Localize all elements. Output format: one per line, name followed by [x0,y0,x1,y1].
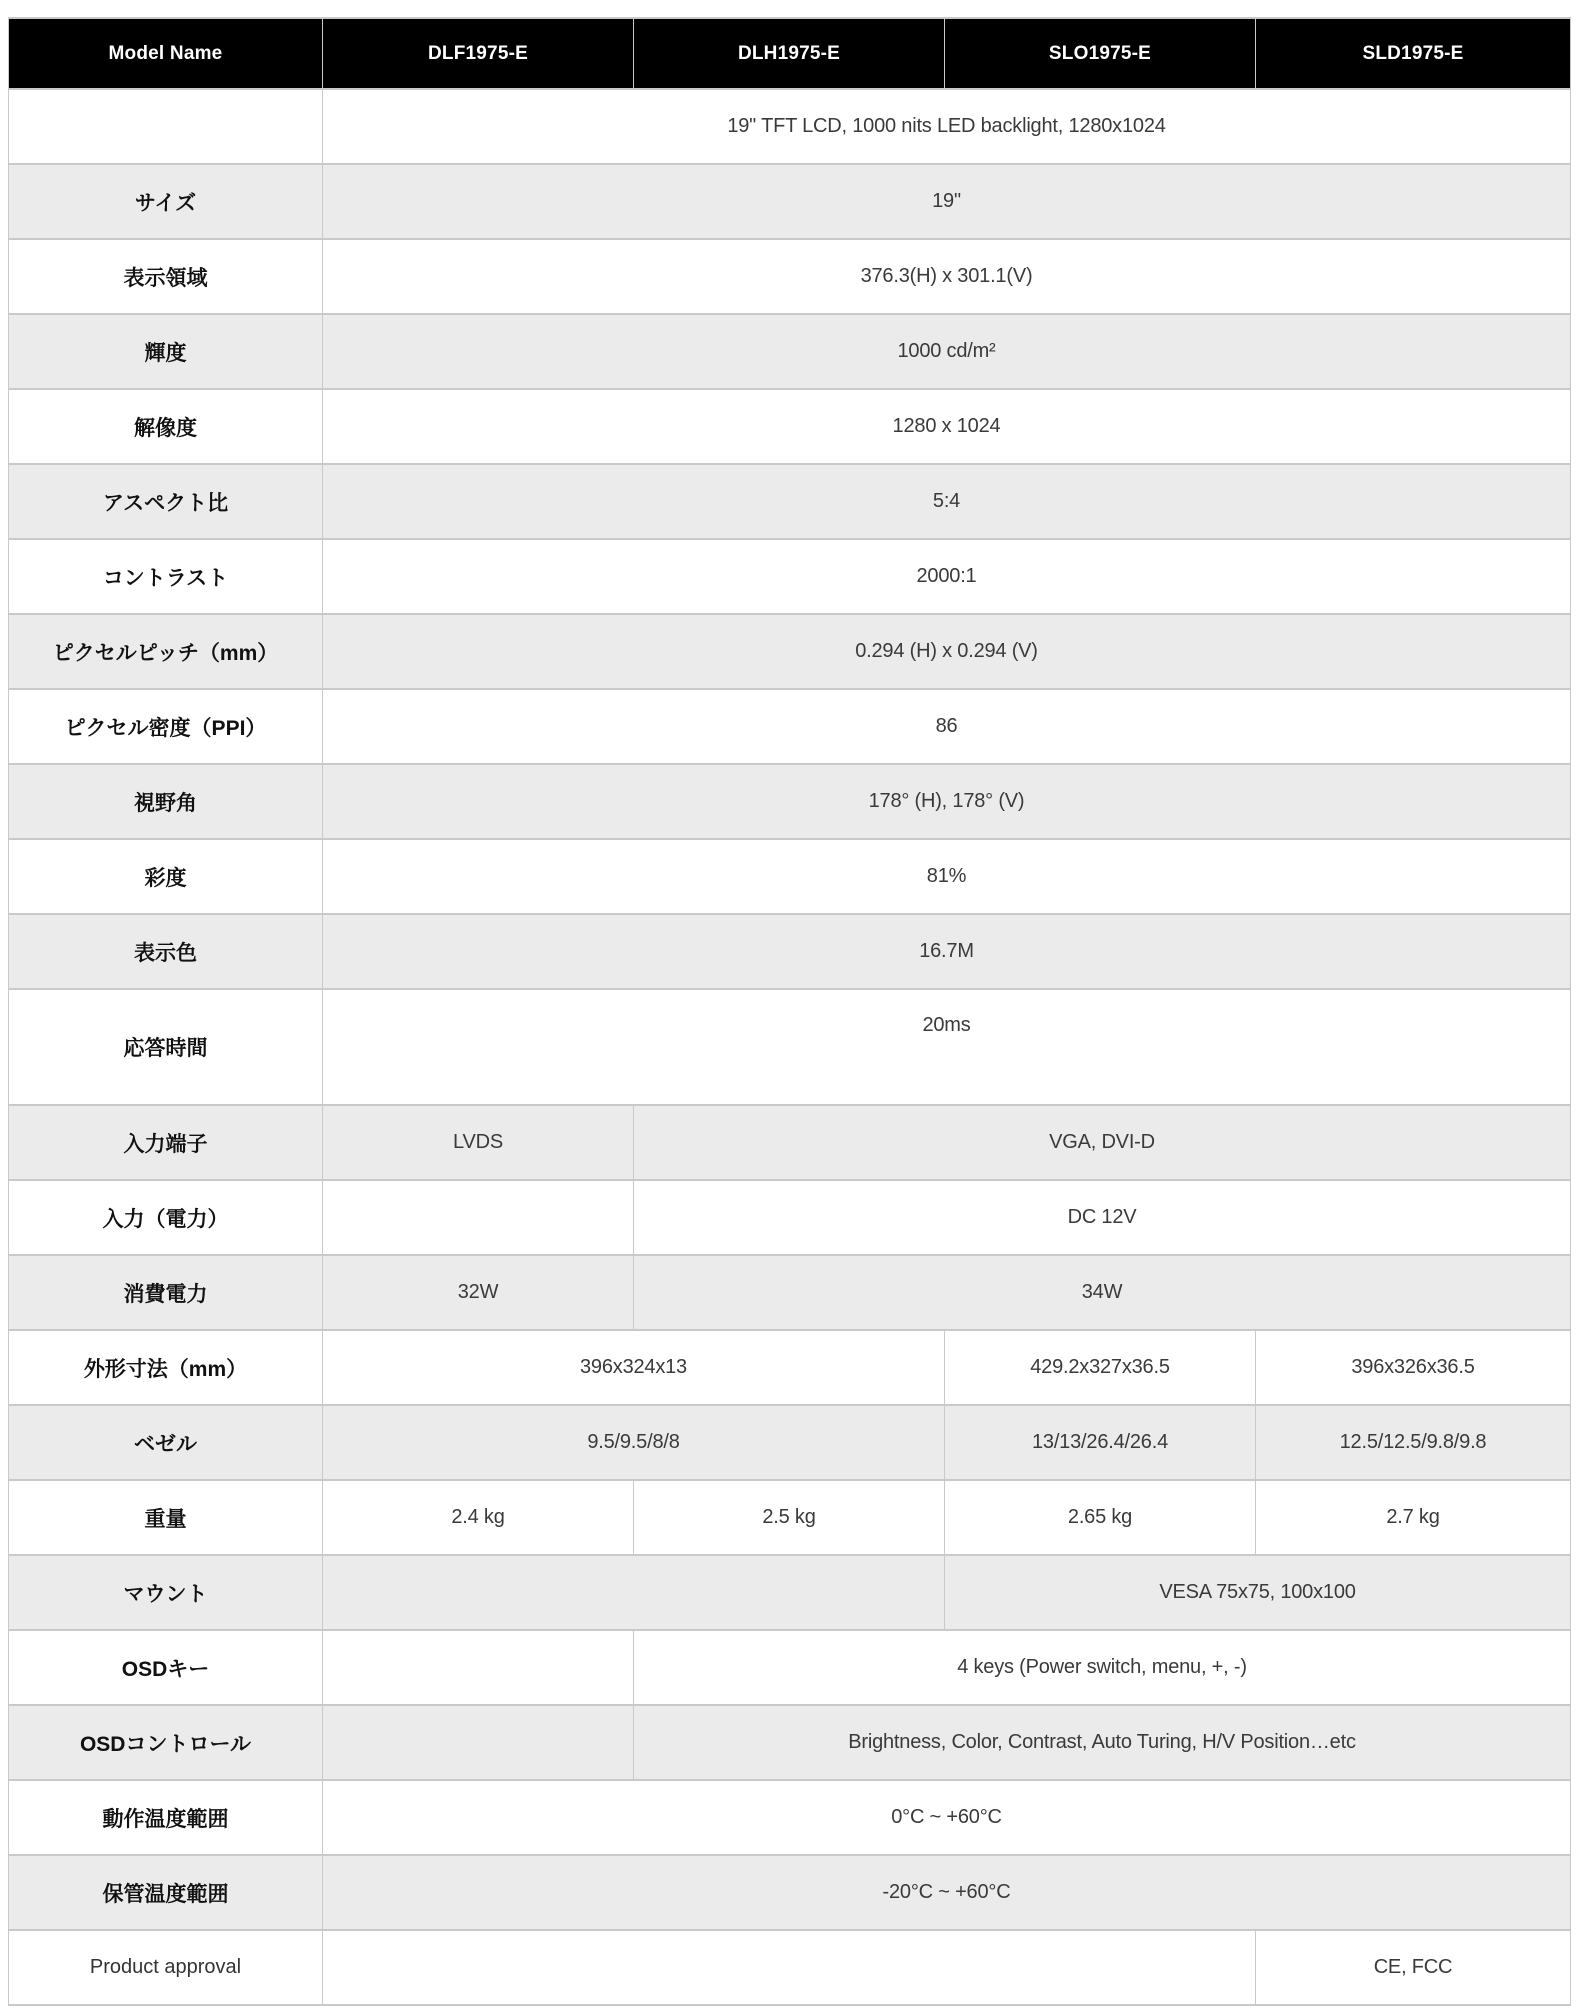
spec-value-cell: CE, FCC [1256,1930,1571,2005]
row-label: 視野角 [9,764,323,839]
header-cell: SLO1975-E [945,18,1256,89]
row-label: 消費電力 [9,1255,323,1330]
header-cell: SLD1975-E [1256,18,1571,89]
spec-value-cell [323,1630,634,1705]
spec-row [9,989,1571,1105]
row-label: 外形寸法（mm） [9,1330,323,1405]
spec-value-cell: 0°C ~ +60°C [323,1780,1571,1855]
spec-row [9,1630,1571,1705]
spec-row [9,914,1571,989]
spec-value-cell: Brightness, Color, Contrast, Auto Turing, H/V Position…etc [634,1705,1571,1780]
spec-value-cell [323,1555,945,1630]
spec-value-cell: 12.5/12.5/9.8/9.8 [1256,1405,1571,1480]
row-label: Product approval [9,1930,323,2005]
spec-row [9,1705,1571,1780]
spec-value-cell: LVDS [323,1105,634,1180]
spec-value-cell: 376.3(H) x 301.1(V) [323,239,1571,314]
spec-value-cell: 5:4 [323,464,1571,539]
spec-row [9,1330,1571,1405]
header-cell: DLF1975-E [323,18,634,89]
spec-table [8,17,1571,2006]
spec-value-cell: 20ms [323,989,1571,1105]
row-label: OSDキー [9,1630,323,1705]
row-label: 重量 [9,1480,323,1555]
row-label: 入力端子 [9,1105,323,1180]
spec-value-cell: 34W [634,1255,1571,1330]
spec-row [9,1405,1571,1480]
row-label: サイズ [9,164,323,239]
spec-value-cell: 1000 cd/m² [323,314,1571,389]
spec-row [9,89,1571,164]
row-label: 動作温度範囲 [9,1780,323,1855]
spec-value-cell: 19" TFT LCD, 1000 nits LED backlight, 1280x1024 [323,89,1571,164]
row-label: アスペクト比 [9,464,323,539]
spec-value-cell: VESA 75x75, 100x100 [945,1555,1571,1630]
spec-row [9,1255,1571,1330]
spec-value-cell: 86 [323,689,1571,764]
spec-value-cell: 429.2x327x36.5 [945,1330,1256,1405]
spec-value-cell [323,1930,1256,2005]
spec-value-cell [323,1705,634,1780]
spec-row [9,1555,1571,1630]
spec-value-cell: 81% [323,839,1571,914]
row-label: コントラスト [9,539,323,614]
spec-value-cell: 9.5/9.5/8/8 [323,1405,945,1480]
row-label: 表示領域 [9,239,323,314]
spec-value-cell: 2.5 kg [634,1480,945,1555]
row-label: ピクセルピッチ（mm） [9,614,323,689]
row-label: 解像度 [9,389,323,464]
spec-value-cell: 19" [323,164,1571,239]
spec-value-cell: 396x326x36.5 [1256,1330,1571,1405]
spec-row [9,539,1571,614]
spec-row [9,689,1571,764]
spec-table-head [9,18,1571,89]
spec-value-cell: -20°C ~ +60°C [323,1855,1571,1930]
spec-value-cell: DC 12V [634,1180,1571,1255]
spec-value-cell: 0.294 (H) x 0.294 (V) [323,614,1571,689]
spec-table-body [9,89,1571,2005]
row-label: 入力（電力） [9,1180,323,1255]
spec-row [9,239,1571,314]
spec-value-cell: 2.7 kg [1256,1480,1571,1555]
spec-row [9,389,1571,464]
row-label: 保管温度範囲 [9,1855,323,1930]
row-label: 表示色 [9,914,323,989]
spec-value-cell: 13/13/26.4/26.4 [945,1405,1256,1480]
spec-row [9,1855,1571,1930]
spec-value-cell: VGA, DVI-D [634,1105,1571,1180]
spec-value-cell: 2.65 kg [945,1480,1256,1555]
spec-value-cell: 178° (H), 178° (V) [323,764,1571,839]
spec-row [9,764,1571,839]
row-label: ベゼル [9,1405,323,1480]
spec-value-cell: 396x324x13 [323,1330,945,1405]
spec-row [9,614,1571,689]
spec-value-cell [323,1180,634,1255]
spec-value-cell: 2000:1 [323,539,1571,614]
header-cell: DLH1975-E [634,18,945,89]
spec-value-cell: 32W [323,1255,634,1330]
spec-row [9,1930,1571,2005]
spec-value-cell: 16.7M [323,914,1571,989]
row-label: ピクセル密度（PPI） [9,689,323,764]
spec-row [9,1180,1571,1255]
row-label: マウント [9,1555,323,1630]
spec-row [9,839,1571,914]
table-header-row [9,18,1571,89]
row-label [9,89,323,164]
spec-value-cell: 1280 x 1024 [323,389,1571,464]
row-label: 彩度 [9,839,323,914]
spec-row [9,1480,1571,1555]
spec-row [9,1105,1571,1180]
spec-value-cell: 2.4 kg [323,1480,634,1555]
spec-row [9,464,1571,539]
row-label: OSDコントロール [9,1705,323,1780]
spec-row [9,314,1571,389]
row-label: 応答時間 [9,989,323,1105]
spec-row [9,1780,1571,1855]
spec-value-cell: 4 keys (Power switch, menu, +, -) [634,1630,1571,1705]
row-label: 輝度 [9,314,323,389]
header-cell: Model Name [9,18,323,89]
spec-row [9,164,1571,239]
